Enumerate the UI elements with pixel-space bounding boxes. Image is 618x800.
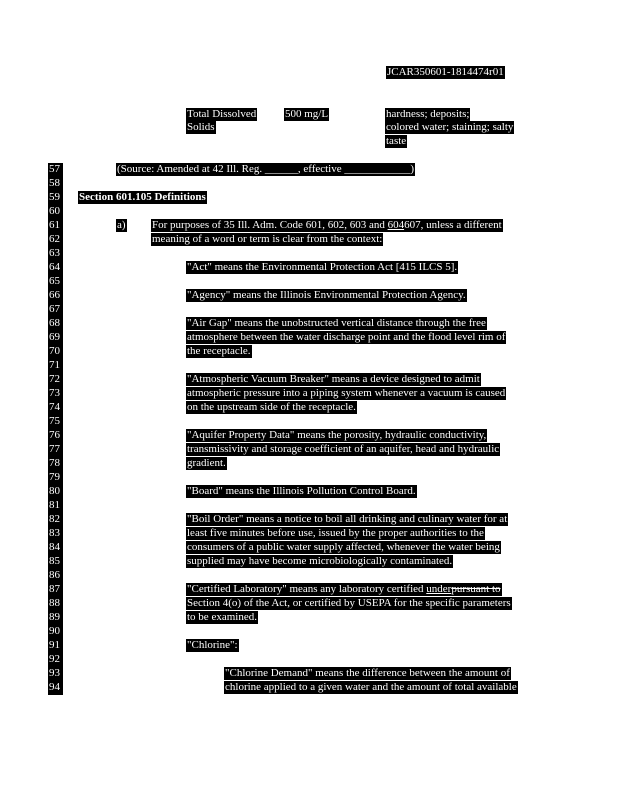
definition-chlorine-demand-line1: "Chlorine Demand" means the difference between the amount of: [225, 667, 510, 679]
line-number: 74: [48, 401, 63, 415]
definition-certified-lab-line2: Section 4(o) of the Act, or certified by USEPA for the specific parameters: [187, 597, 511, 609]
definition-air-gap-line2: atmosphere between the water discharge point and the flood level rim of: [187, 331, 506, 343]
definition-boil-order-line3: consumers of a public water supply affected, whenever the water being: [187, 541, 500, 553]
line-number: 60: [48, 205, 63, 219]
line-number: 63: [48, 247, 63, 261]
definition-aquifer-line2: transmissivity and storage coefficient of an aquifer, head and hydraulic: [187, 443, 500, 455]
line-number: 80: [48, 485, 63, 499]
line-number: 83: [48, 527, 63, 541]
definition-avb-line2: atmospheric pressure into a piping system whenever a vacuum is caused: [187, 387, 506, 399]
para-a-line2: meaning of a word or term is clear from the context:: [152, 233, 383, 245]
line-number: 73: [48, 387, 63, 401]
line-number: 66: [48, 289, 63, 303]
definition-air-gap-line1: "Air Gap" means the unobstructed vertical distance through the free: [187, 317, 486, 329]
line-number: 87: [48, 583, 63, 597]
definition-aquifer-line3: gradient.: [187, 457, 226, 469]
line-number: 82: [48, 513, 63, 527]
source-note: (Source: Amended at 42 Ill. Reg. ______, effective ____________): [117, 163, 415, 175]
definition-avb-line1: "Atmospheric Vacuum Breaker" means a device designed to admit: [187, 373, 480, 385]
definition-chlorine: "Chlorine":: [187, 639, 238, 651]
definition-agency: "Agency" means the Illinois Environmental Protection Agency.: [187, 289, 466, 301]
definition-act: "Act" means the Environmental Protection Act [415 ILCS 5].: [187, 261, 458, 273]
line-number: 75: [48, 415, 63, 429]
definition-boil-order-line1: "Boil Order" means a notice to boil all drinking and culinary water for at: [187, 513, 508, 525]
definition-aquifer-line1: "Aquifer Property Data" means the porosity, hydraulic conductivity,: [187, 429, 487, 441]
line-number: 58: [48, 177, 63, 191]
table-effects-line1: hardness; deposits;: [386, 108, 470, 120]
line-number: 77: [48, 443, 63, 457]
line-number: 67: [48, 303, 63, 317]
line-number: 57: [48, 163, 63, 177]
document-id: JCAR350601-1814474r01: [387, 66, 504, 78]
definition-air-gap-line3: the receptacle.: [187, 345, 251, 357]
line-number: 92: [48, 653, 63, 667]
line-number: 90: [48, 625, 63, 639]
line-number: 70: [48, 345, 63, 359]
line-number: 78: [48, 457, 63, 471]
line-number: 71: [48, 359, 63, 373]
line-number: 94: [48, 681, 63, 695]
line-number: 88: [48, 597, 63, 611]
definition-chlorine-demand-line2: chlorine applied to a given water and the amount of total available: [225, 681, 517, 693]
para-a-line1: For purposes of 35 Ill. Adm. Code 601, 602, 603 and 604607, unless a different: [152, 219, 502, 231]
section-heading: Section 601.105 Definitions: [79, 191, 206, 203]
line-number: 84: [48, 541, 63, 555]
line-number: 61: [48, 219, 63, 233]
table-parameter-line1: Total Dissolved: [187, 108, 257, 120]
line-number: 85: [48, 555, 63, 569]
line-number: 72: [48, 373, 63, 387]
line-number: 79: [48, 471, 63, 485]
line-number: 68: [48, 317, 63, 331]
line-number: 93: [48, 667, 63, 681]
line-number: 64: [48, 261, 63, 275]
line-number: 76: [48, 429, 63, 443]
line-number: 91: [48, 639, 63, 653]
definition-boil-order-line2: least five minutes before use, issued by the proper authorities to the: [187, 527, 484, 539]
definition-avb-line3: on the upstream side of the receptacle.: [187, 401, 356, 413]
line-number: 69: [48, 331, 63, 345]
subsection-marker: a): [117, 219, 126, 231]
definition-board: "Board" means the Illinois Pollution Control Board.: [187, 485, 416, 497]
line-number: 59: [48, 191, 63, 205]
table-effects-line3: taste: [386, 135, 407, 147]
line-number: 65: [48, 275, 63, 289]
line-number: 89: [48, 611, 63, 625]
table-parameter-line2: Solids: [187, 121, 215, 133]
definition-certified-lab-line3: to be examined.: [187, 611, 257, 623]
table-limit: 500 mg/L: [285, 108, 329, 120]
definition-certified-lab-line1: "Certified Laboratory" means any laboratory certified underpursuant to: [187, 583, 501, 595]
definition-boil-order-line4: supplied may have become microbiologically contaminated.: [187, 555, 453, 567]
line-number: 86: [48, 569, 63, 583]
line-number: 62: [48, 233, 63, 247]
table-effects-line2: colored water; staining; salty: [386, 121, 514, 133]
line-number: 81: [48, 499, 63, 513]
